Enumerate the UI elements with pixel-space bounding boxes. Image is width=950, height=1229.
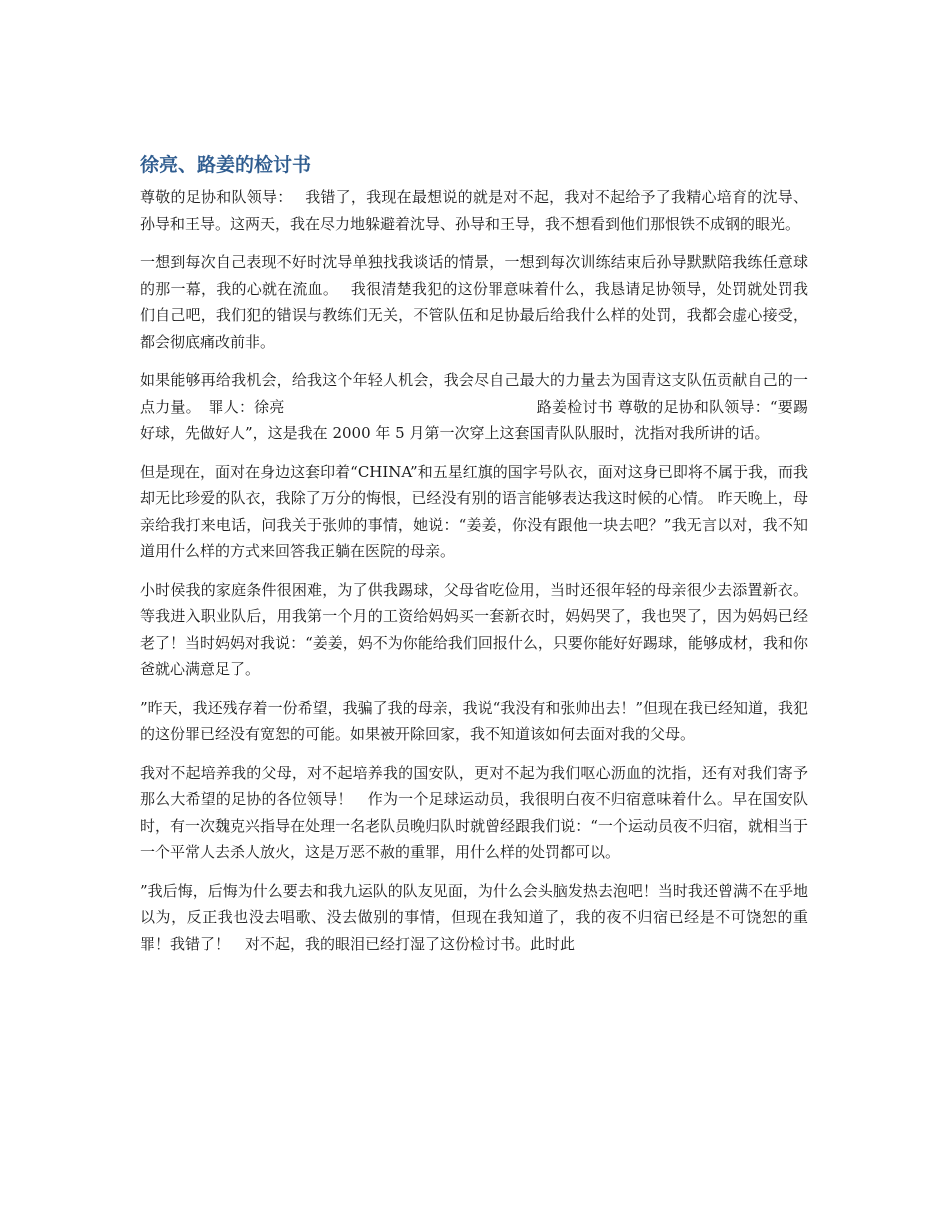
paragraph-3 xyxy=(140,367,808,447)
paragraph-8: ”我后悔，后悔为什么要去和我九运队的队友见面，为什么会头脑发热去泡吧！当时我还曾满不在乎地以为，反正我也没去唱歌、没去做别的事情，但现在我知道了，我的夜不归宿已经是不可饶恕的重罪！我错了！ 对不起，我的眼泪已经打湿了这份检讨书。此时此 xyxy=(140,881,808,953)
paragraph-3-part-2: 路姜检讨书 尊敬的足协和队领导：“要踢好球，先做好人”，这是我在 2000 年 5 月第一次穿上这套国青队队服时，沈指对我所讲的话。 xyxy=(140,397,808,442)
document-page xyxy=(140,150,808,969)
document-title: 徐亮、路姜的检讨书 xyxy=(140,154,312,176)
paragraph-4: 但是现在，面对在身边这套印着“CHINA”和五星红旗的国字号队衣，面对这身已即将不属于我，而我却无比珍爱的队衣，我除了万分的悔恨，已经没有别的语言能够表达我这时候的心情。 昨天晚上，母亲给我打来电话，问我关于张帅的事情，她说：“姜姜，你没有跟他一块去吧？”我无言以对，我不知道用什么样的方式来回答我正躺在医院的母亲。 xyxy=(140,462,808,560)
paragraph-5: 小时侯我的家庭条件很困难，为了供我踢球，父母省吃俭用，当时还很年轻的母亲很少去添置新衣。等我进入职业队后，用我第一个月的工资给妈妈买一套新衣时，妈妈哭了，我也哭了，因为妈妈已经老了！当时妈妈对我说：“姜姜，妈不为你能给我们回报什么，只要你能好好踢球，能够成材，我和你爸就心满意足了。 xyxy=(140,580,808,678)
paragraph-1: 尊敬的足协和队领导： 我错了，我现在最想说的就是对不起，我对不起给予了我精心培育的沈导、孙导和王导。这两天，我在尽力地躲避着沈导、孙导和王导，我不想看到他们那恨铁不成钢的眼光。 xyxy=(140,188,808,233)
paragraph-7: 我对不起培养我的父母，对不起培养我的国安队，更对不起为我们呕心沥血的沈指，还有对我们寄予那么大希望的足协的各位领导！ 作为一个足球运动员，我很明白夜不归宿意味着什么。早在国安队时，有一次魏克兴指导在处理一名老队员晚归队时就曾经跟我们说：“一个运动员夜不归宿，就相当于一个平常人去杀人放火，这是万恶不赦的重罪，用什么样的处罚都可以。 xyxy=(140,763,808,861)
paragraph-2: 一想到每次自己表现不好时沈导单独找我谈话的情景，一想到每次训练结束后孙导默默陪我练任意球的那一幕，我的心就在流血。 我很清楚我犯的这份罪意味着什么，我恳请足协领导，处罚就处罚我们自己吧，我们犯的错误与教练们无关，不管队伍和足协最后给我什么样的处罚，我都会虚心接受，都会彻底痛改前非。 xyxy=(140,253,808,351)
paragraph-3-part-1: 如果能够再给我机会，给我这个年轻人机会，我会尽自己最大的力量去为国青这支队伍贡献自己的一点力量。 罪人：徐亮 xyxy=(140,371,808,416)
paragraph-6: ”昨天，我还残存着一份希望，我骗了我的母亲，我说“我没有和张帅出去！”但现在我已经知道，我犯的这份罪已经没有宽恕的可能。如果被开除回家，我不知道该如何去面对我的父母。 xyxy=(140,698,809,743)
